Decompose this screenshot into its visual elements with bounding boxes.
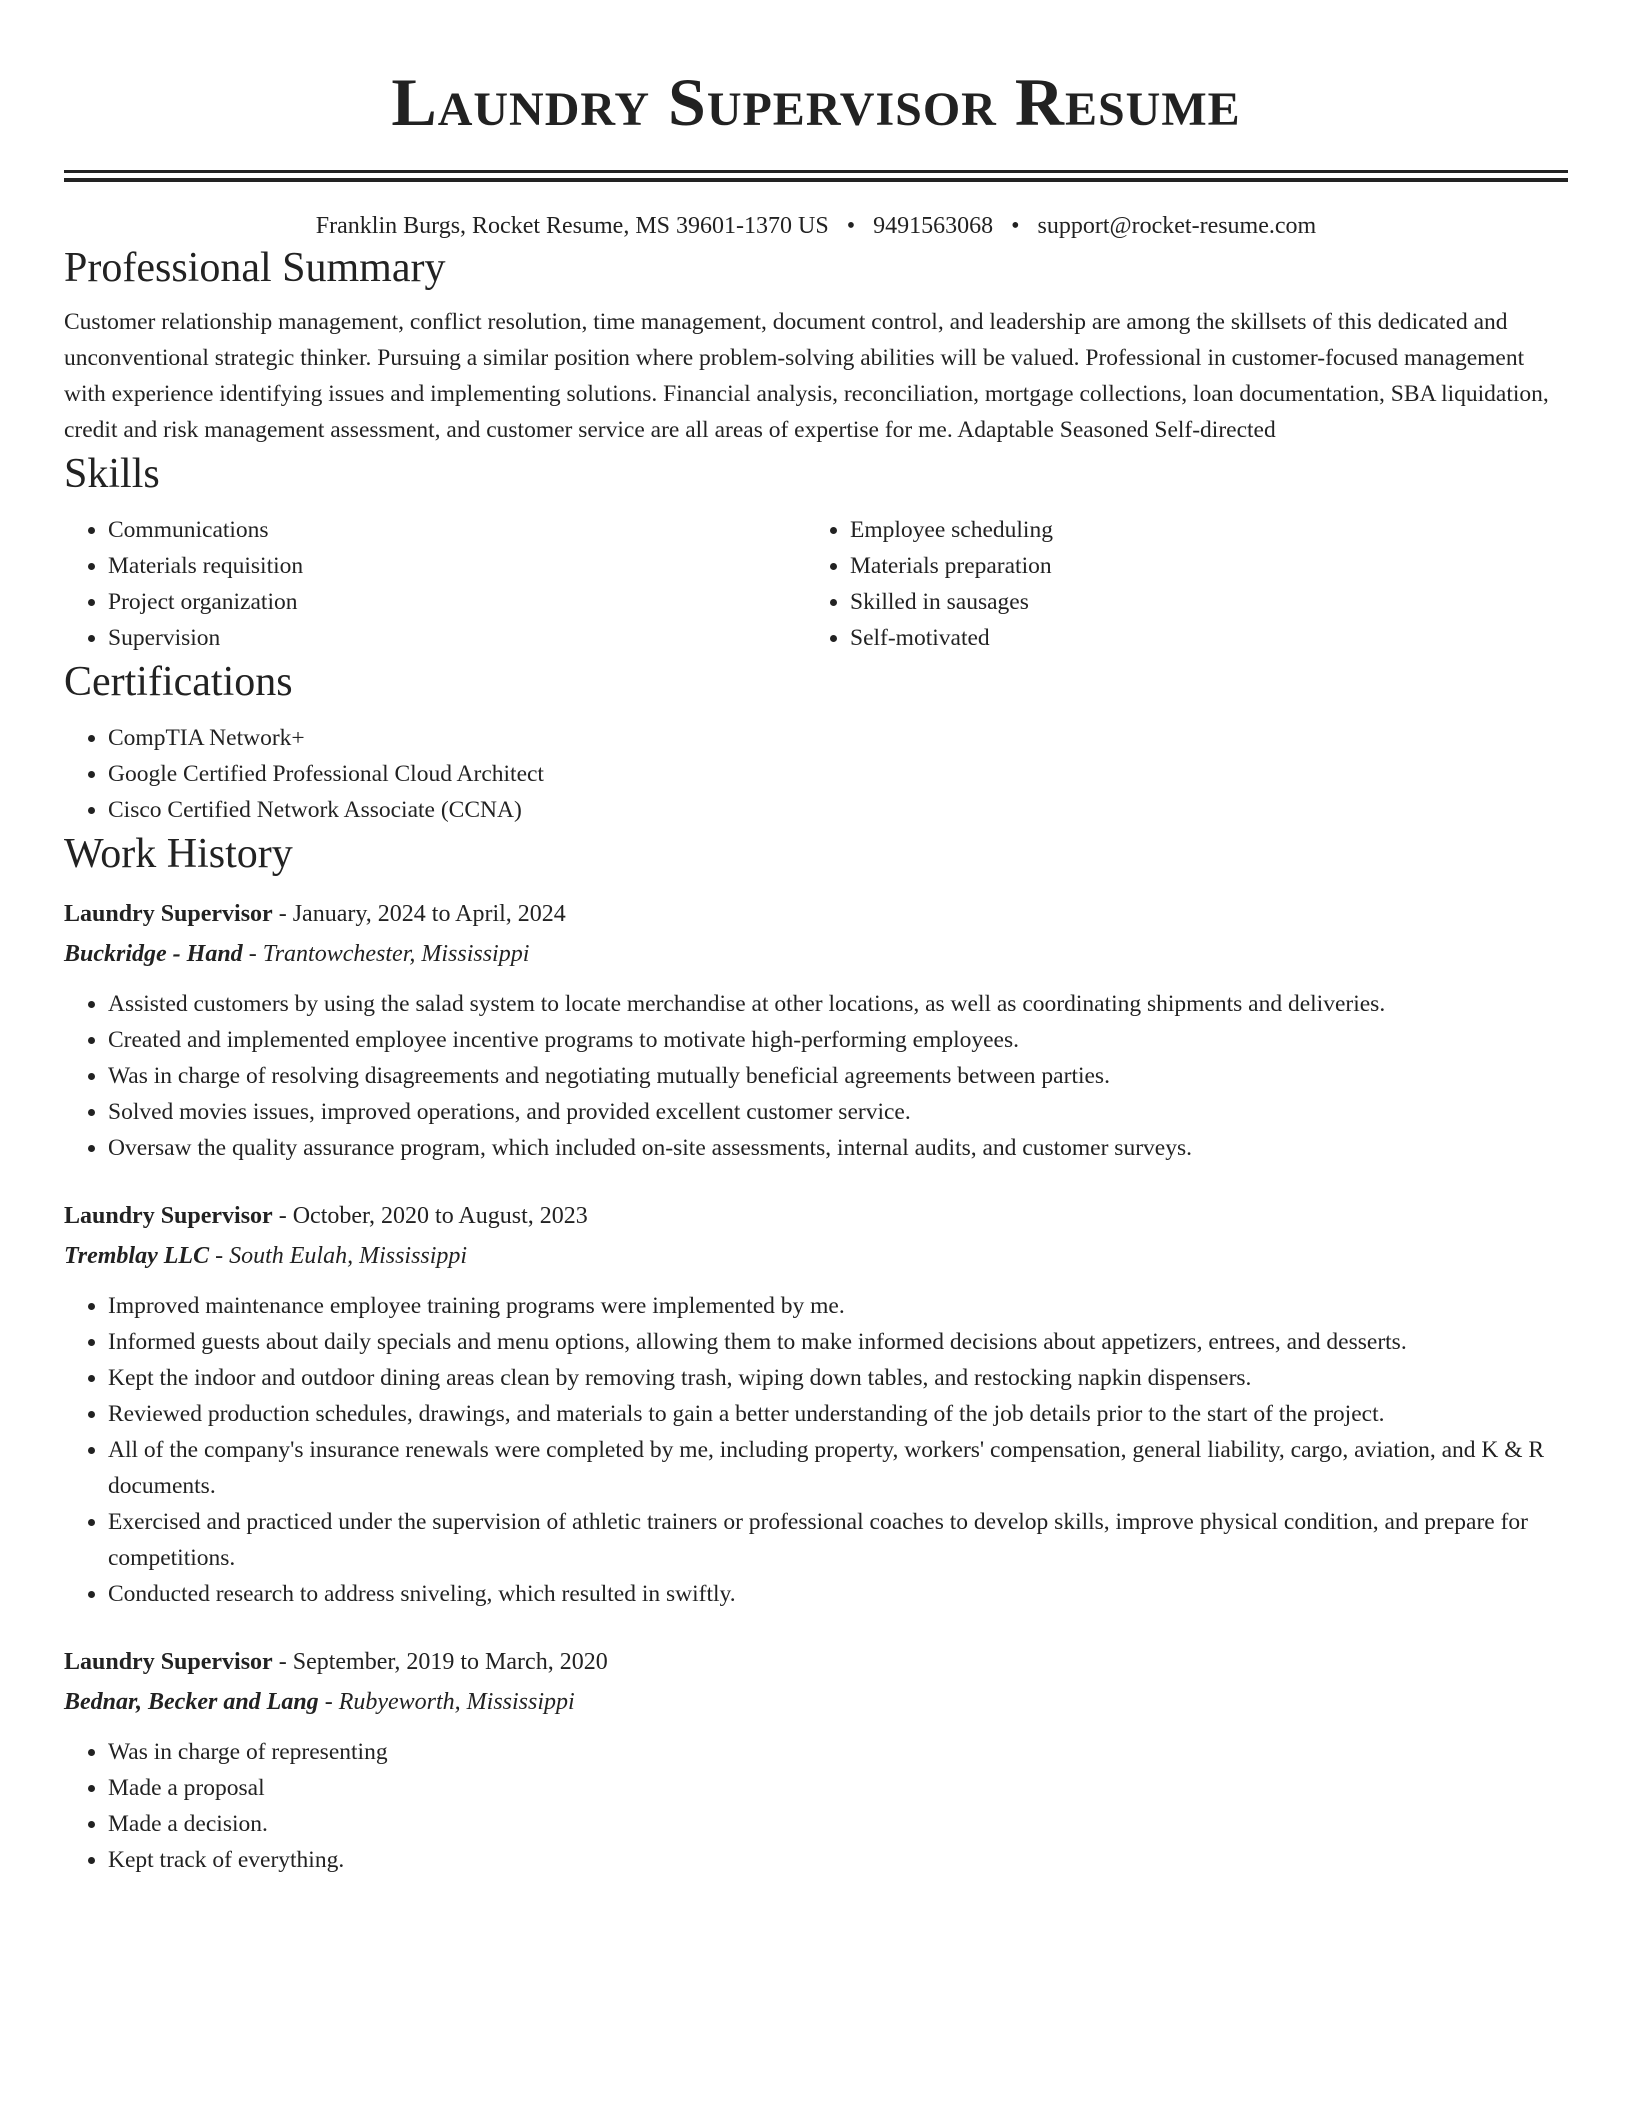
- job-bullet: • Made a decision.: [108, 1806, 1568, 1842]
- job-entry: [64, 1196, 1568, 1612]
- job-bullets: [64, 1288, 1568, 1612]
- job-company: Bednar, Becker and Lang: [64, 1689, 319, 1715]
- certification-item: • Google Certified Professional Cloud Architect: [108, 756, 1568, 792]
- contact-line: [64, 210, 1568, 242]
- certifications-list: [64, 720, 1568, 828]
- skill-item: • Materials requisition: [108, 548, 806, 584]
- work-history-heading: Work History: [64, 831, 293, 877]
- contact-phone: 9491563068: [873, 213, 994, 239]
- title-divider: [64, 170, 1568, 182]
- job-bullet: • Improved maintenance employee training programs were implemented by me.: [108, 1288, 1568, 1324]
- job-bullet: • Made a proposal: [108, 1770, 1568, 1806]
- job-title-line: [64, 1642, 1568, 1682]
- contact-address: Franklin Burgs, Rocket Resume, MS 39601-1370 US: [315, 213, 829, 239]
- job-title: Laundry Supervisor: [64, 1649, 273, 1675]
- certification-item: • Cisco Certified Network Associate (CCNA): [108, 792, 1568, 828]
- job-dates: September, 2019 to March, 2020: [292, 1649, 608, 1675]
- job-bullet: • Kept the indoor and outdoor dining areas clean by removing trash, wiping down tables, and restocking napkin dispensers.: [108, 1360, 1568, 1396]
- job-company: Tremblay LLC: [64, 1243, 210, 1269]
- job-company: Buckridge - Hand: [64, 941, 243, 967]
- job-bullets: [64, 1734, 1568, 1878]
- job-dash: -: [278, 1203, 287, 1229]
- skills-columns: [64, 512, 1568, 656]
- job-title-line: [64, 1196, 1568, 1236]
- contact-separator: •: [1011, 213, 1020, 239]
- job-dash: -: [278, 901, 287, 927]
- skill-item: • Self-motivated: [850, 620, 1548, 656]
- job-bullet: • Oversaw the quality assurance program, which included on-site assessments, internal audits, and customer surveys.: [108, 1130, 1568, 1166]
- job-dates: October, 2020 to August, 2023: [292, 1203, 588, 1229]
- job-bullet: • Created and implemented employee incentive programs to motivate high-performing employees.: [108, 1022, 1568, 1058]
- job-entry: [64, 894, 1568, 1166]
- summary-text: Customer relationship management, conflict resolution, time management, document control, and leadership are among the skillsets of this dedicated and unconventional strategic thinker. Pursuing a similar position where problem-solving abilities will be valued. Professional in customer-focused management with experience identifying issues and implementing solutions. Financial analysis, reconciliation, mortgage collections, loan documentation, SBA liquidation, credit and risk management assessment, and customer service are all areas of expertise for me. Adaptable Seasoned Self-directed: [64, 309, 1549, 443]
- job-dates: January, 2024 to April, 2024: [292, 901, 566, 927]
- skill-item: • Skilled in sausages: [850, 584, 1548, 620]
- job-bullet: • Informed guests about daily specials and menu options, allowing them to make informed decisions about appetizers, entrees, and desserts.: [108, 1324, 1568, 1360]
- job-title-line: [64, 894, 1568, 934]
- job-bullet: • Solved movies issues, improved operations, and provided excellent customer service.: [108, 1094, 1568, 1130]
- job-dash: -: [278, 1649, 287, 1675]
- job-title: Laundry Supervisor: [64, 901, 273, 927]
- job-bullet: • Reviewed production schedules, drawings, and materials to gain a better understanding of the job details prior to the start of the project.: [108, 1396, 1568, 1432]
- job-bullet: • Kept track of everything.: [108, 1842, 1568, 1878]
- certifications-heading: Certifications: [64, 659, 293, 705]
- job-bullet: • Exercised and practiced under the supervision of athletic trainers or professional coaches to develop skills, improve physical condition, and prepare for competitions.: [108, 1504, 1568, 1576]
- skill-item: • Communications: [108, 512, 806, 548]
- skills-heading: Skills: [64, 451, 160, 497]
- contact-separator: •: [846, 213, 856, 239]
- job-bullet: • Was in charge of resolving disagreements and negotiating mutually beneficial agreements between parties.: [108, 1058, 1568, 1094]
- skill-item: • Employee scheduling: [850, 512, 1548, 548]
- job-location: Trantowchester, Mississippi: [262, 941, 530, 967]
- job-dash: -: [248, 941, 257, 967]
- job-bullet: • All of the company's insurance renewals were completed by me, including property, workers' compensation, general liability, cargo, aviation, and K & R documents.: [108, 1432, 1568, 1504]
- job-bullets: [64, 986, 1568, 1166]
- job-location: Rubyeworth, Mississippi: [338, 1689, 575, 1715]
- job-location: South Eulah, Mississippi: [229, 1243, 468, 1269]
- job-company-line: [64, 934, 1568, 974]
- certification-item: • CompTIA Network+: [108, 720, 1568, 756]
- job-entry: [64, 1642, 1568, 1878]
- job-bullet: • Assisted customers by using the salad system to locate merchandise at other locations, as well as coordinating shipments and deliveries.: [108, 986, 1568, 1022]
- skills-right-list: [806, 512, 1548, 656]
- job-bullet: • Was in charge of representing: [108, 1734, 1568, 1770]
- job-company-line: [64, 1682, 1568, 1722]
- job-dash: -: [215, 1243, 224, 1269]
- job-bullet: • Conducted research to address sniveling, which resulted in swiftly.: [108, 1576, 1568, 1612]
- skill-item: • Materials preparation: [850, 548, 1548, 584]
- skill-item: • Project organization: [108, 584, 806, 620]
- skills-left-list: [64, 512, 806, 656]
- resume-title: Laundry Supervisor Resume: [391, 64, 1241, 140]
- job-company-line: [64, 1236, 1568, 1276]
- job-title: Laundry Supervisor: [64, 1203, 273, 1229]
- contact-email: support@rocket-resume.com: [1037, 213, 1317, 239]
- skill-item: • Supervision: [108, 620, 806, 656]
- summary-heading: Professional Summary: [64, 245, 446, 291]
- job-dash: -: [324, 1689, 333, 1715]
